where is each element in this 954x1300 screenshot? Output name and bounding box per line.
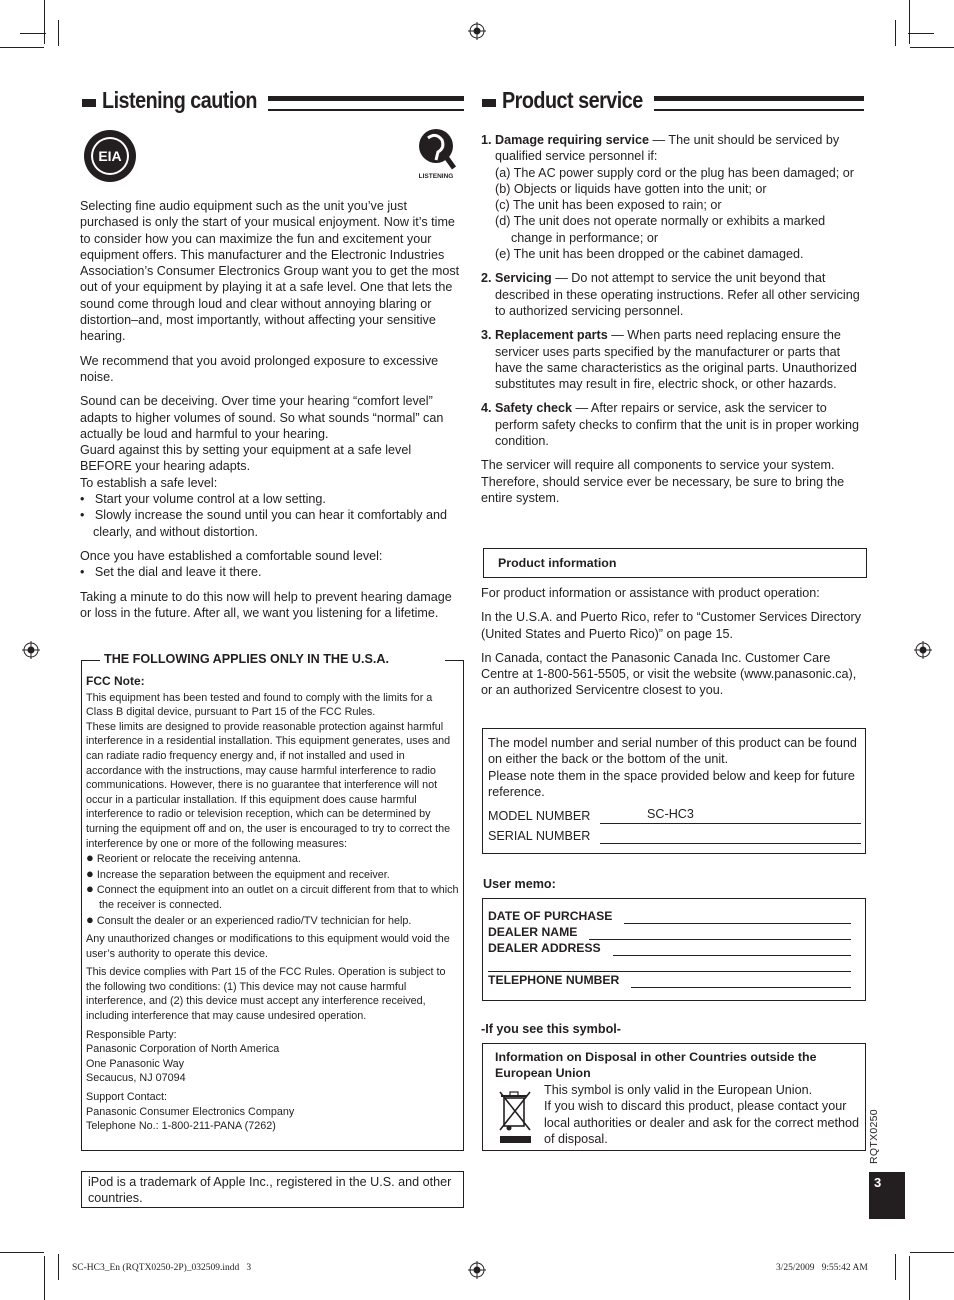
- svg-text:EIA: EIA: [98, 148, 122, 164]
- service-item-3: 3. Replacement parts — When parts need replacing ensure the servicer uses parts specified by the manufacturer or parts that have the same characteristics as the original parts. Unauthorized substitutes may result in fire, electric shock, or other hazards.: [481, 328, 857, 392]
- dealer-address-field[interactable]: [613, 943, 851, 956]
- crop-mark: [44, 1256, 45, 1300]
- list-item: (c) The unit has been exposed to rain; or: [495, 198, 722, 213]
- model-number-label: MODEL NUMBER: [488, 808, 591, 823]
- model-box-text: The model number and serial number of this product can be found on either the back or the bottom of the unit.: [488, 736, 857, 767]
- service-item-2: 2. Servicing — Do not attempt to service the unit beyond that described in these operating instructions. Refer all other servicing to authorized servicing personnel.: [481, 271, 860, 318]
- closing-paragraph: Taking a minute to do this now will help to prevent hearing damage or loss in the future. After all, we want you listening for a lifetime.: [80, 589, 452, 620]
- recommend-paragraph: We recommend that you avoid prolonged exposure to excessive noise.: [80, 353, 439, 384]
- sound-paragraph: Sound can be deceiving. Over time your hearing “comfort level” adapts to higher volumes of sound. So what sounds “normal” can actually be loud and harmful to your hearing.: [80, 394, 444, 441]
- disposal-box-title: Information on Disposal in other Countries outside the European Union: [495, 1050, 817, 1081]
- fcc-note-title: FCC Note:: [86, 674, 145, 688]
- info-paragraph: In Canada, contact the Panasonic Canada Inc. Customer Care Centre at 1-800-561-5505, or visit the website (www.panasonic.ca), or an authorized Servicentre closest to you.: [481, 650, 857, 698]
- list-item: • Slowly increase the sound until you can hear it comfortably and clearly, and without distortion.: [80, 508, 448, 539]
- listening-for-a-lifetime-logo: [414, 128, 460, 188]
- service-item-4: 4. Safety check — After repairs or service, ask the servicer to perform safety checks to confirm that the unit is in proper working condition.: [481, 401, 859, 449]
- telephone-number-row: [488, 972, 851, 988]
- telephone-number-label: TELEPHONE NUMBER: [488, 972, 620, 987]
- dealer-address-row: [488, 940, 851, 956]
- dealer-name-label: DEALER NAME: [488, 924, 578, 939]
- product-information-box: [483, 548, 867, 578]
- list-item: • Set the dial and leave it there.: [80, 565, 262, 580]
- dealer-address-label: DEALER ADDRESS: [488, 940, 601, 955]
- fcc-note: [86, 674, 459, 1138]
- product-information-text: [481, 585, 863, 707]
- heading-rule: [654, 96, 864, 111]
- crossed-out-wheelie-bin-icon: [498, 1088, 534, 1144]
- ipod-trademark-box: iPod is a trademark of Apple Inc., registered in the U.S. and other countries.: [81, 1171, 464, 1208]
- footer-date: 3/25/2009 9:55:42 AM: [776, 1263, 868, 1273]
- user-memo-box: [482, 898, 866, 1001]
- model-number-value: SC-HC3: [647, 807, 694, 822]
- serial-number-field[interactable]: [600, 831, 861, 844]
- svg-text:LISTENING: LISTENING: [418, 173, 454, 180]
- crop-mark: [895, 20, 896, 46]
- telephone-number-field[interactable]: [631, 975, 851, 988]
- list-item: ● Connect the equipment into an outlet on a circuit different from that to which the receiver is connected.: [86, 881, 459, 911]
- fcc-paragraph: These limits are designed to provide reasonable protection against harmful interference in a residential installation. This equipment generates, uses and can radiate radio frequency energy and, if not installed and used in accordance with the instructions, may cause harmful interference to radio communications. However, there is no guarantee that interference will not occur in a particular installation. If this equipment does cause harmful interference to radio or television reception, which can be determined by turning the equipment off and on, the user is encouraged to try to correct the interference by one or more of the following measures:: [86, 720, 451, 850]
- date-of-purchase-row: [488, 908, 851, 924]
- serial-number-label: SERIAL NUMBER: [488, 828, 591, 843]
- crop-mark: [909, 1256, 910, 1300]
- crop-mark: [910, 47, 954, 48]
- fcc-paragraph: This equipment has been tested and found to comply with the limits for a Class B digital device, pursuant to Part 15 of the FCC Rules.: [86, 691, 433, 719]
- date-of-purchase-label: DATE OF PURCHASE: [488, 908, 613, 923]
- crop-mark: [0, 1252, 44, 1253]
- crop-mark: [20, 33, 46, 34]
- establish-line: To establish a safe level:: [80, 475, 218, 490]
- heading-square-icon: [482, 99, 496, 107]
- product-service-heading: Product service: [482, 86, 864, 114]
- eia-logo: [83, 129, 137, 183]
- usa-fcc-box: [81, 652, 464, 1151]
- list-item: ● Consult the dealer or an experienced radio/TV technician for help.: [86, 911, 412, 927]
- support-contact: Support Contact: Panasonic Consumer Electronics Company Telephone No.: 1-800-211-PANA (7262): [86, 1091, 295, 1133]
- complies-paragraph: This device complies with Part 15 of the FCC Rules. Operation is subject to the following two conditions: (1) This device may not cause harmful interference, and (2) this device must accept any interference received, including interference that may cause undesired operation.: [86, 966, 446, 1023]
- date-of-purchase-field[interactable]: [624, 911, 851, 924]
- listening-caution-heading: Listening caution: [82, 86, 464, 114]
- crop-mark: [58, 1254, 59, 1280]
- registration-mark-icon: [22, 641, 40, 659]
- dealer-name-row: [488, 924, 851, 940]
- heading-rule: [268, 96, 464, 111]
- list-item: (e) The unit has been dropped or the cabinet damaged.: [495, 247, 804, 262]
- crop-mark: [0, 47, 44, 48]
- model-number-field[interactable]: [600, 811, 861, 824]
- model-serial-box: [482, 728, 866, 854]
- list-item: • Start your volume control at a low setting.: [80, 492, 326, 507]
- list-item: (b) Objects or liquids have gotten into the unit; or: [495, 181, 767, 196]
- disposal-line: If you wish to discard this product, please contact your local authorities or dealer and ask for the correct method of disposal.: [544, 1099, 860, 1146]
- crop-mark: [909, 0, 910, 44]
- changes-paragraph: Any unauthorized changes or modifications to this equipment would void the user’s authority to operate this device.: [86, 933, 450, 960]
- crop-mark: [895, 1254, 896, 1280]
- registration-mark-icon: [468, 22, 486, 40]
- document-code: RQTX0250: [868, 1109, 880, 1164]
- disposal-box: [482, 1043, 866, 1151]
- crop-mark: [44, 0, 45, 44]
- dealer-address-field-2[interactable]: [488, 959, 851, 972]
- page-number: 3: [874, 1175, 882, 1190]
- listening-caution-body: [80, 198, 463, 629]
- registration-mark-icon: [914, 641, 932, 659]
- model-box-text: Please note them in the space provided below and keep for future reference.: [488, 768, 855, 799]
- disposal-text: [544, 1082, 862, 1147]
- info-paragraph: In the U.S.A. and Puerto Rico, refer to “Customer Services Directory (United States and Puerto Rico)” on page 15.: [481, 610, 862, 641]
- list-item: ● Reorient or relocate the receiving antenna.: [86, 850, 301, 866]
- usa-box-title: THE FOLLOWING APPLIES ONLY IN THE U.S.A.: [104, 652, 390, 666]
- intro-paragraph: Selecting fine audio equipment such as the unit you’ve just purchased is only the start of your musical enjoyment. Now it’s time to consider how you can maximize the fun and excitement your equipment offers. This manufacturer and the Electronic Industries Association’s Consumer Electronics Group want you to get the most out of your equipment by playing it at a safe level. One that lets the sound come through loud and clear without annoying blaring or distortion–and, most importantly, without affecting your sensitive hearing.: [80, 199, 460, 344]
- footer-file-info: SC-HC3_En (RQTX0250-2P)_032509.indd 3: [72, 1263, 252, 1273]
- registration-mark-icon: [468, 1261, 486, 1279]
- dealer-address-row-2: [488, 956, 851, 972]
- dealer-name-field[interactable]: [589, 927, 851, 940]
- page-number-tab: [869, 1172, 905, 1219]
- crop-mark: [58, 20, 59, 46]
- service-item-1: 1. Damage requiring service — The unit should be serviced by qualified service personnel if: (a) The AC power supply cord or the plug has been damaged; or (b) Objects or liquids have gotten into the unit; or (c) The unit has been exposed to rain; or (d) The unit does not operate normally or exhibits a marked change in performance; or (e) The unit has been dropped or the cabinet damaged.: [481, 132, 863, 262]
- established-line: Once you have established a comfortable sound level:: [80, 548, 383, 563]
- list-item: ● Increase the separation between the equipment and receiver.: [86, 865, 390, 881]
- list-item: (a) The AC power supply cord or the plug has been damaged; or: [495, 165, 854, 180]
- symbol-title: -If you see this symbol-: [481, 1022, 621, 1036]
- info-paragraph: For product information or assistance with product operation:: [481, 586, 820, 600]
- serial-number-row: [488, 826, 861, 844]
- list-item: (d) The unit does not operate normally or exhibits a marked change in performance; or: [495, 214, 826, 245]
- product-information-label: Product information: [498, 556, 617, 570]
- responsible-party: Responsible Party: Panasonic Corporation of North America One Panasonic Way Secaucus, NJ 07094: [86, 1028, 280, 1085]
- servicer-note: The servicer will require all components to service your system. Therefore, should service ever be necessary, be sure to bring the entire system.: [481, 458, 845, 505]
- product-service-body: [481, 132, 863, 506]
- crop-mark: [910, 1252, 954, 1253]
- disposal-line: This symbol is only valid in the European Union.: [544, 1083, 813, 1097]
- guard-paragraph: Guard against this by setting your equipment at a safe level BEFORE your hearing adapts.: [80, 443, 412, 474]
- user-memo-title: User memo:: [483, 877, 556, 891]
- heading-square-icon: [82, 99, 96, 107]
- model-number-row: [488, 806, 861, 824]
- crop-mark: [908, 33, 934, 34]
